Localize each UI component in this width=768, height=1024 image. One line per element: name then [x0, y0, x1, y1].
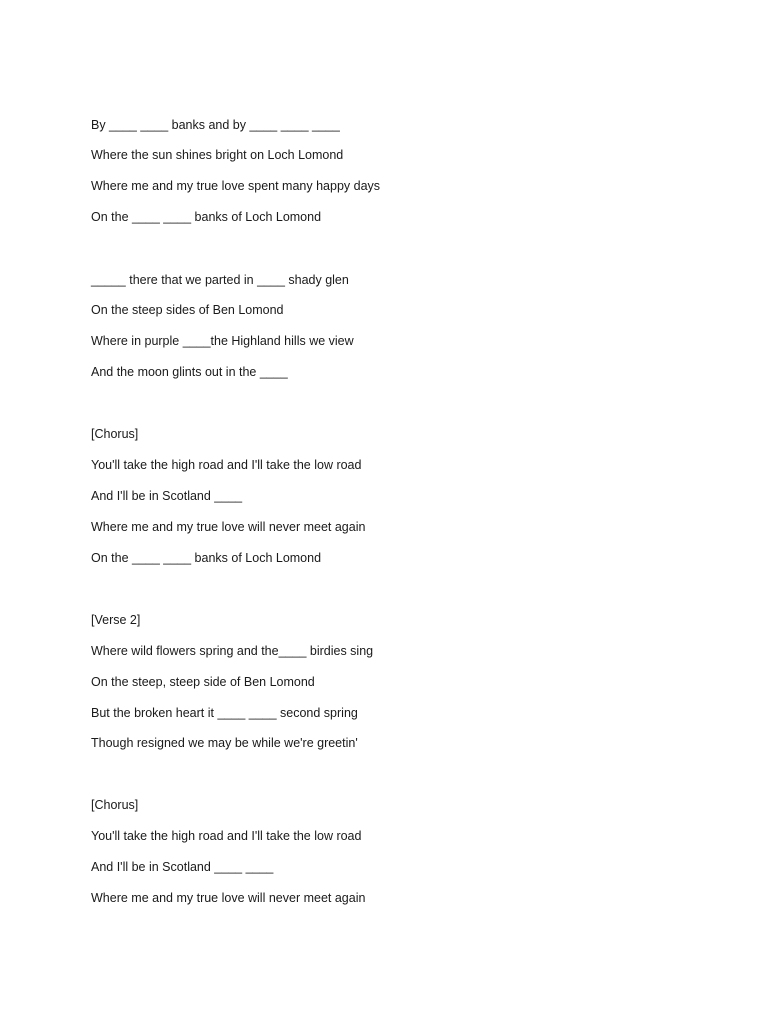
lyric-line: And the moon glints out in the ____	[91, 365, 288, 379]
lyric-line: Where me and my true love spent many happy days	[91, 179, 381, 193]
lyric-line: On the ____ ____ banks of Loch Lomond	[91, 551, 322, 565]
lyric-line: And I'll be in Scotland ____ ____	[91, 860, 274, 874]
lyric-line: Where in purple ____the Highland hills we view	[91, 334, 354, 348]
lyric-line: On the steep sides of Ben Lomond	[91, 303, 284, 317]
section-heading: [Chorus]	[91, 427, 139, 441]
lyric-line: _____ there that we parted in ____ shady glen	[91, 273, 349, 287]
lyric-line: Where me and my true love will never meet again	[91, 891, 366, 905]
lyric-line: You'll take the high road and I'll take the low road	[91, 458, 362, 472]
lyric-line: And I'll be in Scotland ____	[91, 489, 243, 503]
lyric-line: By ____ ____ banks and by ____ ____ ____	[91, 118, 340, 132]
lyric-line: But the broken heart it ____ ____ second spring	[91, 706, 358, 720]
lyric-line: Where the sun shines bright on Loch Lomond	[91, 148, 344, 162]
lyric-line: You'll take the high road and I'll take the low road	[91, 829, 362, 843]
lyric-line: On the steep, steep side of Ben Lomond	[91, 675, 315, 689]
lyric-line: On the ____ ____ banks of Loch Lomond	[91, 210, 322, 224]
lyric-line: Where me and my true love will never meet again	[91, 520, 366, 534]
lyric-line: Though resigned we may be while we're greetin'	[91, 736, 358, 750]
section-heading: [Verse 2]	[91, 613, 141, 627]
lyric-line: Where wild flowers spring and the____ birdies sing	[91, 644, 374, 658]
section-heading: [Chorus]	[91, 798, 139, 812]
